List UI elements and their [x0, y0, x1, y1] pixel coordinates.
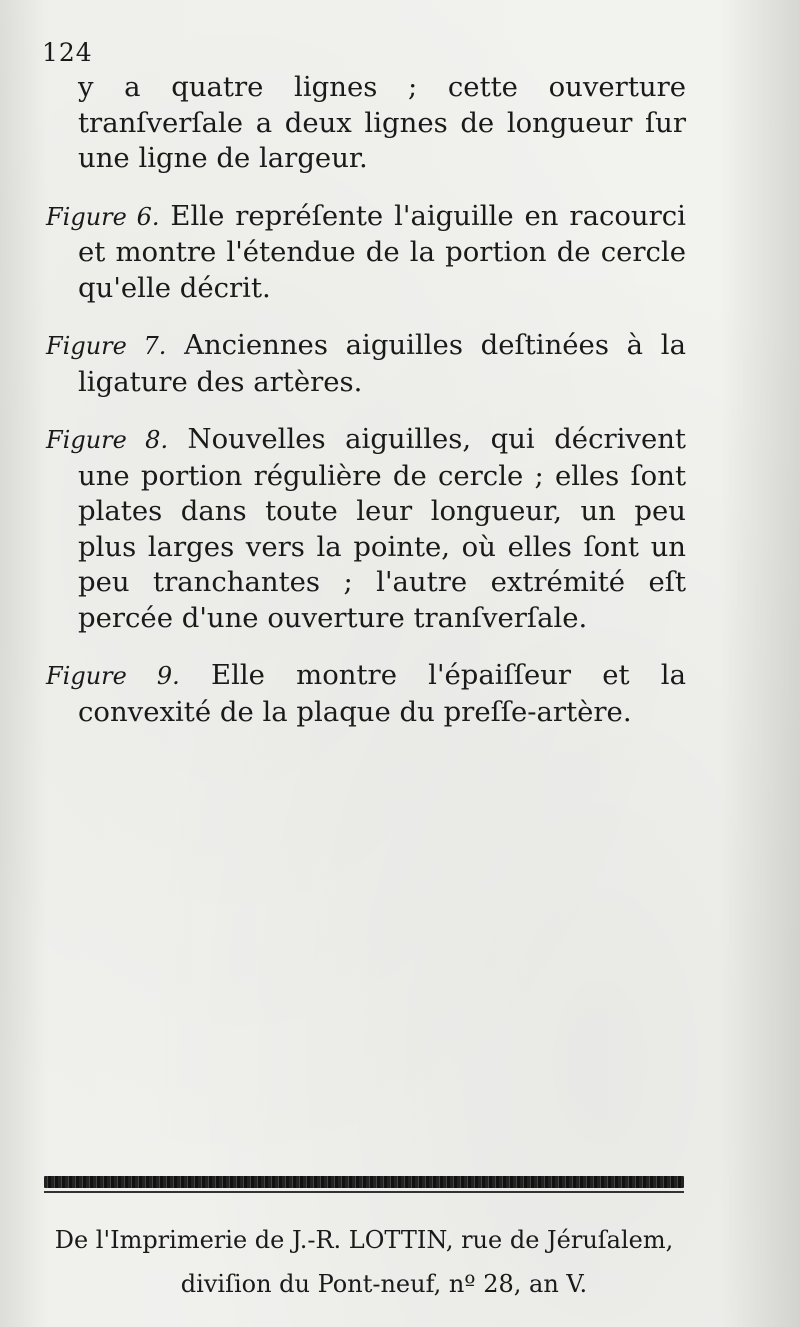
figure-7-entry [46, 328, 686, 400]
figure-label: Figure 7. [46, 332, 167, 360]
figure-label: Figure 9. [46, 662, 180, 690]
figure-description: Elle montre l'épaiſſeur et la convexité de la plaque du preſſe-artère. [78, 659, 686, 728]
page-body [46, 70, 686, 752]
imprint-line-2: diviſion du Pont-neuf, nº 28, an V. [180, 1270, 588, 1298]
figure-6-entry [46, 199, 686, 307]
figure-9-entry [46, 658, 686, 730]
page-number: 124 [42, 38, 93, 67]
ornamental-rule [44, 1176, 684, 1188]
figure-8-entry [46, 422, 686, 636]
continued-paragraph: y a quatre lignes ; cette ouverture tranſverſale a deux lignes de longueur ſur une ligne de largeur. [78, 71, 686, 174]
imprint-line-1: De l'Imprimerie de J.-R. LOTTIN, rue de Jéruſalem, [54, 1226, 674, 1254]
printer-imprint [44, 1218, 684, 1306]
figure-label: Figure 8. [46, 426, 169, 454]
figure-description: Elle repréſente l'aiguille en racourci et montre l'étendue de la portion de cercle qu'elle décrit. [78, 199, 686, 304]
divider-line [44, 1191, 684, 1193]
figure-label: Figure 6. [46, 202, 160, 231]
figure-description: Nouvelles aiguilles, qui décrivent une portion régulière de cercle ; elles ſont plates dans toute leur longueur, un peu plus larges vers la pointe, où elles ſont un peu tranchantes ; l'autre extrémité eſt percée d'une ouverture tranſverſale. [78, 423, 686, 634]
figure-description: Anciennes aiguilles deſtinées à la ligature des artères. [78, 329, 686, 398]
